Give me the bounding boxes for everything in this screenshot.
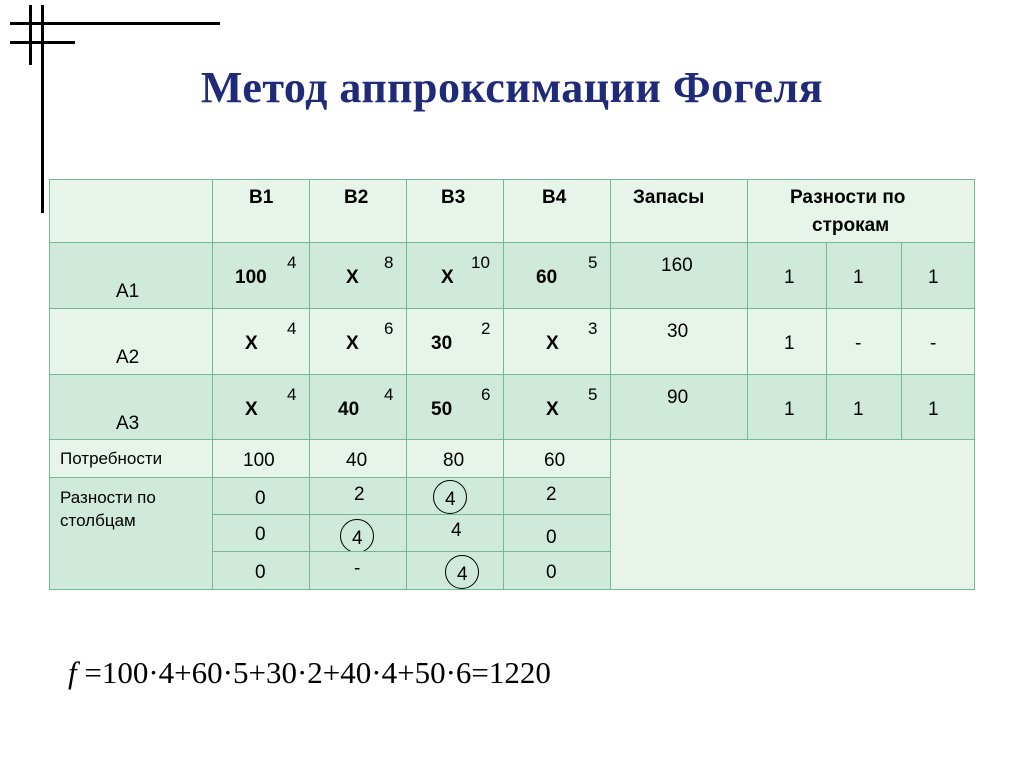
col-diff-r2-b3-value: 4 <box>451 520 462 541</box>
row-diff-a1-3: 1 <box>928 267 939 288</box>
col-diff-r3-b3 <box>406 551 504 590</box>
demand-label: Потребности <box>60 449 163 468</box>
value-a3-b2: 40 <box>338 399 360 420</box>
value-a3-b1: X <box>245 399 258 420</box>
demand-b4-cell <box>503 439 611 478</box>
col-diff-r3-b2-value: - <box>354 558 361 579</box>
col-diff-label-line2: столбцам <box>60 511 136 530</box>
cost-a3-b3: 6 <box>481 385 491 404</box>
cell-a1-b3 <box>406 242 504 309</box>
supply-a2-cell <box>610 308 748 375</box>
cost-a3-b1: 4 <box>287 385 297 404</box>
value-a2-b2: X <box>346 333 359 354</box>
row-a1-label: A1 <box>116 281 140 302</box>
row-diff-a2-2: - <box>855 333 862 354</box>
header-b1-cell <box>212 179 310 243</box>
col-diff-r1-b3-value: 4 <box>445 489 456 510</box>
value-a2-b1: X <box>245 333 258 354</box>
cost-a2-b3: 2 <box>481 319 491 338</box>
cell-a2-b1 <box>212 308 310 375</box>
cell-a3-b2 <box>309 374 407 440</box>
row-diff-a3-3-cell <box>901 374 975 440</box>
row-a3-label-cell <box>49 374 213 440</box>
supply-a3: 90 <box>667 387 689 408</box>
row-diff-a1-1-cell <box>747 242 827 309</box>
col-diff-label-cell <box>49 477 213 590</box>
value-a1-b4: 60 <box>536 267 558 288</box>
cell-a1-b1 <box>212 242 310 309</box>
cost-a1-b3: 10 <box>471 253 490 272</box>
col-diff-r1-b4-value: 2 <box>546 484 557 505</box>
header-b3: B3 <box>441 187 466 208</box>
demand-b1-cell <box>212 439 310 478</box>
row-diff-a3-3: 1 <box>928 399 939 420</box>
col-diff-r2-b4 <box>503 514 611 552</box>
demand-b2: 40 <box>346 450 368 471</box>
decor-vline-1 <box>29 5 32 65</box>
row-diff-a1-2: 1 <box>853 267 864 288</box>
cost-a1-b1: 4 <box>287 253 297 272</box>
cost-a2-b4: 3 <box>588 319 598 338</box>
row-a2-label: A2 <box>116 347 140 368</box>
cell-a3-b1 <box>212 374 310 440</box>
decor-hline-1 <box>10 22 220 25</box>
value-a3-b3: 50 <box>431 399 453 420</box>
row-diff-a3-2-cell <box>826 374 902 440</box>
col-diff-r1-b2-value: 2 <box>354 484 365 505</box>
row-diff-a2-1-cell <box>747 308 827 375</box>
value-a1-b2: X <box>346 267 359 288</box>
header-corner-cell <box>49 179 213 243</box>
col-diff-r2-b3 <box>406 514 504 552</box>
demand-b4: 60 <box>544 450 566 471</box>
row-diff-a2-2-cell <box>826 308 902 375</box>
formula-lhs: f <box>68 655 77 690</box>
cost-a1-b4: 5 <box>588 253 598 272</box>
cost-a2-b1: 4 <box>287 319 297 338</box>
header-b2: B2 <box>344 187 369 208</box>
row-diff-a3-2: 1 <box>853 399 864 420</box>
empty-bottom-right-cell <box>610 439 975 590</box>
col-diff-r2-b2 <box>309 514 407 552</box>
cell-a1-b4 <box>503 242 611 309</box>
cell-a2-b2 <box>309 308 407 375</box>
demand-label-cell <box>49 439 213 478</box>
slide-title: Метод аппроксимации Фогеля <box>200 63 824 112</box>
row-diff-a2-1: 1 <box>784 333 795 354</box>
objective-formula <box>68 655 551 691</box>
row-a2-label-cell <box>49 308 213 375</box>
supply-a1-cell <box>610 242 748 309</box>
supply-a2: 30 <box>667 321 689 342</box>
col-diff-r3-b4 <box>503 551 611 590</box>
header-row-diff-line2: строкам <box>812 215 890 236</box>
col-diff-r3-b4-value: 0 <box>546 562 557 583</box>
header-b2-cell <box>309 179 407 243</box>
col-diff-r2-b4-value: 0 <box>546 527 557 548</box>
col-diff-r3-b1 <box>212 551 310 590</box>
row-diff-a2-3-cell <box>901 308 975 375</box>
demand-b3: 80 <box>443 450 465 471</box>
cell-a3-b3 <box>406 374 504 440</box>
row-diff-a1-1: 1 <box>784 267 795 288</box>
col-diff-r1-b2 <box>309 477 407 515</box>
col-diff-r1-b3 <box>406 477 504 515</box>
col-diff-r3-b3-value: 4 <box>457 564 468 585</box>
value-a1-b1: 100 <box>235 267 267 288</box>
demand-b2-cell <box>309 439 407 478</box>
header-b3-cell <box>406 179 504 243</box>
col-diff-r1-b1 <box>212 477 310 515</box>
col-diff-r2-b1 <box>212 514 310 552</box>
row-diff-a1-3-cell <box>901 242 975 309</box>
demand-b3-cell <box>406 439 504 478</box>
supply-a3-cell <box>610 374 748 440</box>
value-a2-b4: X <box>546 333 559 354</box>
col-diff-label-line1: Разности по <box>60 488 156 507</box>
col-diff-r2-b2-value: 4 <box>352 528 363 549</box>
cell-a2-b4 <box>503 308 611 375</box>
header-row-diff-line1: Разности по <box>790 187 906 208</box>
supply-a1: 160 <box>661 255 693 276</box>
row-diff-a2-3: - <box>930 333 937 354</box>
cost-a3-b2: 4 <box>384 385 394 404</box>
col-diff-r2-b1-value: 0 <box>255 524 266 545</box>
cell-a3-b4 <box>503 374 611 440</box>
row-a3-label: A3 <box>116 413 140 434</box>
cell-a1-b2 <box>309 242 407 309</box>
row-a1-label-cell <box>49 242 213 309</box>
value-a2-b3: 30 <box>431 333 453 354</box>
value-a3-b4: X <box>546 399 559 420</box>
header-supply: Запасы <box>633 187 705 208</box>
col-diff-r1-b1-value: 0 <box>255 488 266 509</box>
header-b4: B4 <box>542 187 567 208</box>
header-b1: B1 <box>249 187 274 208</box>
formula-rhs: =100·4+60·5+30·2+40·4+50·6=1220 <box>76 655 551 690</box>
value-a1-b3: X <box>441 267 454 288</box>
decor-hline-2 <box>10 41 75 44</box>
cost-a2-b2: 6 <box>384 319 394 338</box>
col-diff-r1-b4 <box>503 477 611 515</box>
row-diff-a1-2-cell <box>826 242 902 309</box>
header-b4-cell <box>503 179 611 243</box>
demand-b1: 100 <box>243 450 275 471</box>
header-row-diff-cell <box>747 179 975 243</box>
cost-a1-b2: 8 <box>384 253 394 272</box>
header-supply-cell <box>610 179 748 243</box>
row-diff-a3-1-cell <box>747 374 827 440</box>
col-diff-r3-b1-value: 0 <box>255 562 266 583</box>
cell-a2-b3 <box>406 308 504 375</box>
cost-a3-b4: 5 <box>588 385 598 404</box>
row-diff-a3-1: 1 <box>784 399 795 420</box>
col-diff-r3-b2 <box>309 551 407 590</box>
